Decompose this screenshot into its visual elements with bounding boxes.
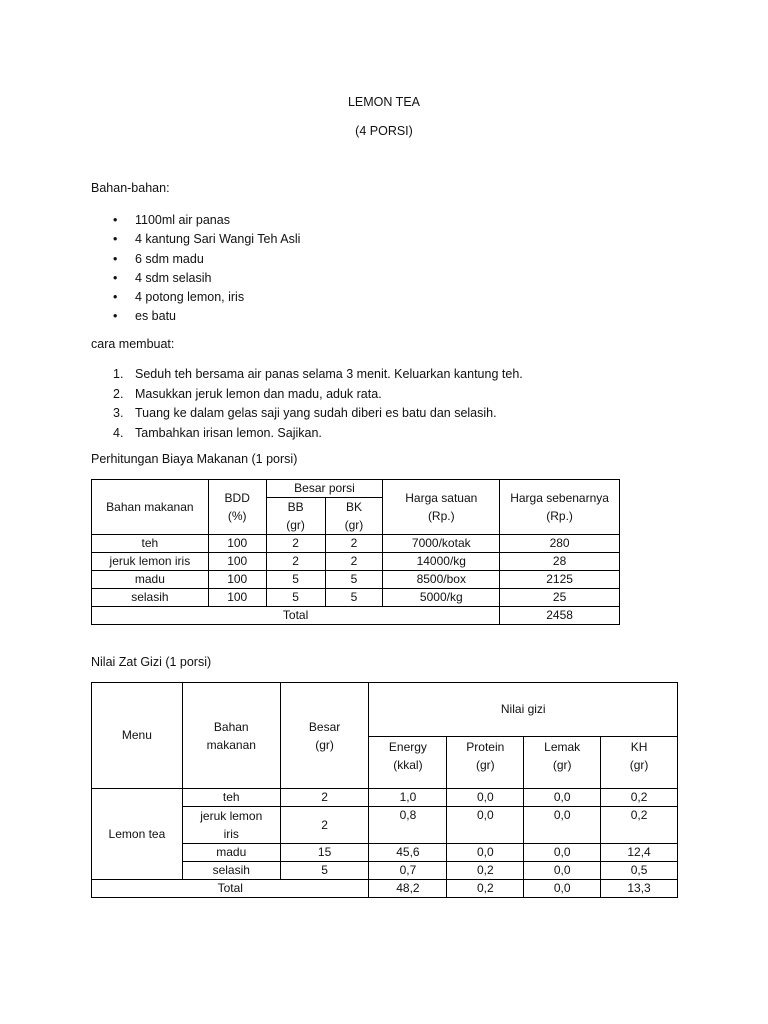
method-step bbox=[91, 424, 523, 444]
header-harga-satuan bbox=[383, 480, 500, 535]
cell-bahan: jeruk lemon iris bbox=[92, 553, 209, 571]
cell-bb: 5 bbox=[266, 571, 325, 589]
header-bahan-makanan bbox=[182, 683, 280, 789]
cell-bk: 2 bbox=[325, 553, 383, 571]
cell-bahan: teh bbox=[92, 535, 209, 553]
cell-besar: 2 bbox=[280, 807, 369, 844]
cell-energy: 0,7 bbox=[369, 862, 447, 880]
header-harga-sebenarnya-unit: (Rp.) bbox=[546, 509, 573, 523]
nutrition-total-label: Total bbox=[92, 880, 369, 898]
method-heading: cara membuat: bbox=[91, 337, 175, 351]
ingredient-item bbox=[91, 211, 300, 230]
bullet-icon: • bbox=[113, 290, 118, 305]
ingredient-text: 4 potong lemon, iris bbox=[135, 290, 245, 305]
cell-bb: 2 bbox=[266, 553, 325, 571]
header-bk-label: BK bbox=[345, 500, 362, 514]
header-harga-sebenarnya-label: Harga sebenarnya bbox=[510, 491, 609, 505]
cell-protein: 0,0 bbox=[447, 789, 524, 807]
header-lemak-unit: (gr) bbox=[552, 758, 572, 772]
cell-bk: 5 bbox=[325, 589, 383, 607]
total-protein: 0,2 bbox=[447, 880, 524, 898]
cell-harga-satuan: 8500/box bbox=[383, 571, 500, 589]
table-row bbox=[92, 571, 620, 589]
header-bk bbox=[325, 498, 383, 535]
method-step bbox=[91, 385, 523, 405]
bullet-icon: • bbox=[113, 213, 118, 227]
ingredient-item bbox=[91, 250, 300, 269]
cell-harga-satuan: 7000/kotak bbox=[383, 535, 500, 553]
total-kh: 13,3 bbox=[601, 880, 678, 898]
cell-kh: 0,2 bbox=[601, 807, 678, 844]
cost-total-label: Total bbox=[92, 607, 500, 625]
cell-energy: 1,0 bbox=[369, 789, 447, 807]
nutrition-header-row bbox=[92, 683, 678, 737]
cell-bahan: selasih bbox=[92, 589, 209, 607]
header-energy bbox=[369, 737, 447, 789]
cell-harga-sebenarnya: 2125 bbox=[500, 571, 620, 589]
cell-energy: 45,6 bbox=[369, 844, 447, 862]
ingredient-item bbox=[91, 269, 300, 288]
cell-menu: Lemon tea bbox=[92, 789, 183, 880]
header-lemak bbox=[524, 737, 601, 789]
step-text: Tuang ke dalam gelas saji yang sudah diberi es batu dan selasih. bbox=[135, 406, 497, 420]
cell-protein: 0,0 bbox=[447, 844, 524, 862]
cell-harga-sebenarnya: 28 bbox=[500, 553, 620, 571]
header-protein-label: Protein bbox=[466, 740, 505, 754]
method-step bbox=[91, 365, 523, 385]
bullet-icon: • bbox=[113, 270, 118, 285]
ingredient-text: 4 kantung Sari Wangi Teh Asli bbox=[135, 232, 301, 247]
header-energy-label: Energy bbox=[388, 740, 427, 754]
header-menu: Menu bbox=[92, 683, 183, 789]
header-bdd-label: BDD bbox=[224, 491, 250, 505]
cost-table bbox=[91, 479, 620, 625]
header-bk-unit: (gr) bbox=[344, 518, 364, 532]
cell-kh: 0,2 bbox=[601, 789, 678, 807]
document-subtitle: (4 PORSI) bbox=[355, 124, 413, 138]
cell-besar: 5 bbox=[280, 862, 369, 880]
method-steps-list bbox=[91, 365, 523, 443]
ingredient-text: es batu bbox=[135, 309, 177, 324]
cell-protein: 0,2 bbox=[447, 862, 524, 880]
header-harga-sebenarnya bbox=[500, 480, 620, 535]
nutrition-heading: Nilai Zat Gizi (1 porsi) bbox=[91, 655, 212, 669]
header-kh-unit: (gr) bbox=[629, 758, 649, 772]
bullet-icon: • bbox=[113, 251, 118, 266]
header-harga-satuan-unit: (Rp.) bbox=[427, 509, 455, 523]
ingredient-text: 1100ml air panas bbox=[135, 213, 230, 227]
step-text: Masukkan jeruk lemon dan madu, aduk rata. bbox=[135, 386, 382, 401]
cell-bk: 5 bbox=[325, 571, 383, 589]
cell-bahan: madu bbox=[182, 844, 280, 862]
cell-bahan-line1: jeruk lemon bbox=[200, 809, 263, 823]
ingredients-list bbox=[91, 211, 300, 327]
cost-total-value: 2458 bbox=[500, 607, 620, 625]
header-nilai-gizi: Nilai gizi bbox=[369, 683, 678, 737]
header-bahan-line1: Bahan bbox=[213, 719, 249, 734]
header-harga-satuan-label: Harga satuan bbox=[405, 491, 478, 505]
cell-bahan bbox=[182, 807, 280, 844]
cell-harga-sebenarnya: 280 bbox=[500, 535, 620, 553]
ingredient-text: 4 sdm selasih bbox=[135, 270, 212, 285]
header-bahan-makanan: Bahan makanan bbox=[92, 480, 209, 535]
header-bdd bbox=[208, 480, 266, 535]
header-bahan-line2: makanan bbox=[206, 737, 256, 752]
header-bb-label: BB bbox=[287, 500, 304, 514]
header-besar-label: Besar bbox=[308, 719, 341, 734]
header-protein-unit: (gr) bbox=[475, 758, 495, 772]
ingredient-item bbox=[91, 288, 300, 307]
cell-kh: 12,4 bbox=[601, 844, 678, 862]
cell-energy: 0,8 bbox=[369, 807, 447, 844]
cell-lemak: 0,0 bbox=[524, 789, 601, 807]
ingredient-item bbox=[91, 230, 300, 249]
bullet-icon: • bbox=[113, 232, 118, 247]
step-text: Seduh teh bersama air panas selama 3 menit. Keluarkan kantung teh. bbox=[135, 367, 523, 381]
total-energy: 48,2 bbox=[369, 880, 447, 898]
cost-table-header-row bbox=[92, 480, 620, 498]
header-besar-porsi: Besar porsi bbox=[266, 480, 383, 498]
cell-bdd: 100 bbox=[208, 535, 266, 553]
ingredient-item bbox=[91, 307, 300, 326]
cell-bk: 2 bbox=[325, 535, 383, 553]
ingredients-heading: Bahan-bahan: bbox=[91, 181, 170, 195]
cell-harga-satuan: 5000/kg bbox=[383, 589, 500, 607]
header-besar-unit: (gr) bbox=[315, 737, 334, 752]
header-bb bbox=[266, 498, 325, 535]
cell-bdd: 100 bbox=[208, 553, 266, 571]
cell-lemak: 0,0 bbox=[524, 807, 601, 844]
step-number: 3. bbox=[113, 406, 124, 420]
cell-bdd: 100 bbox=[208, 571, 266, 589]
header-lemak-label: Lemak bbox=[544, 740, 581, 754]
step-number: 1. bbox=[113, 367, 124, 381]
table-row bbox=[92, 789, 678, 807]
cell-kh: 0,5 bbox=[601, 862, 678, 880]
step-text: Tambahkan irisan lemon. Sajikan. bbox=[135, 425, 322, 440]
cell-bb: 2 bbox=[266, 535, 325, 553]
cell-harga-satuan: 14000/kg bbox=[383, 553, 500, 571]
document-title: LEMON TEA bbox=[347, 95, 420, 109]
header-protein bbox=[447, 737, 524, 789]
cell-bahan: madu bbox=[92, 571, 209, 589]
cost-heading: Perhitungan Biaya Makanan (1 porsi) bbox=[91, 452, 298, 466]
header-energy-unit: (kkal) bbox=[393, 758, 423, 772]
cell-bahan-line2: iris bbox=[223, 827, 239, 841]
table-row bbox=[92, 553, 620, 571]
bullet-icon: • bbox=[113, 309, 118, 324]
cell-harga-sebenarnya: 25 bbox=[500, 589, 620, 607]
step-number: 2. bbox=[113, 386, 124, 401]
cell-besar: 2 bbox=[280, 789, 369, 807]
cell-lemak: 0,0 bbox=[524, 862, 601, 880]
header-kh-label: KH bbox=[630, 740, 648, 754]
cell-lemak: 0,0 bbox=[524, 844, 601, 862]
cell-bdd: 100 bbox=[208, 589, 266, 607]
cell-protein: 0,0 bbox=[447, 807, 524, 844]
cell-bahan: teh bbox=[182, 789, 280, 807]
cell-besar: 15 bbox=[280, 844, 369, 862]
table-row bbox=[92, 589, 620, 607]
nutrition-total-row bbox=[92, 880, 678, 898]
header-kh bbox=[601, 737, 678, 789]
cost-total-row bbox=[92, 607, 620, 625]
method-step bbox=[91, 404, 523, 424]
header-bb-unit: (gr) bbox=[286, 518, 305, 532]
step-number: 4. bbox=[113, 425, 124, 440]
header-besar bbox=[280, 683, 369, 789]
table-row bbox=[92, 535, 620, 553]
header-bdd-unit: (%) bbox=[227, 509, 247, 523]
ingredient-text: 6 sdm madu bbox=[135, 251, 204, 266]
total-lemak: 0,0 bbox=[524, 880, 601, 898]
cell-bb: 5 bbox=[266, 589, 325, 607]
cell-bahan: selasih bbox=[182, 862, 280, 880]
nutrition-table bbox=[91, 682, 678, 898]
